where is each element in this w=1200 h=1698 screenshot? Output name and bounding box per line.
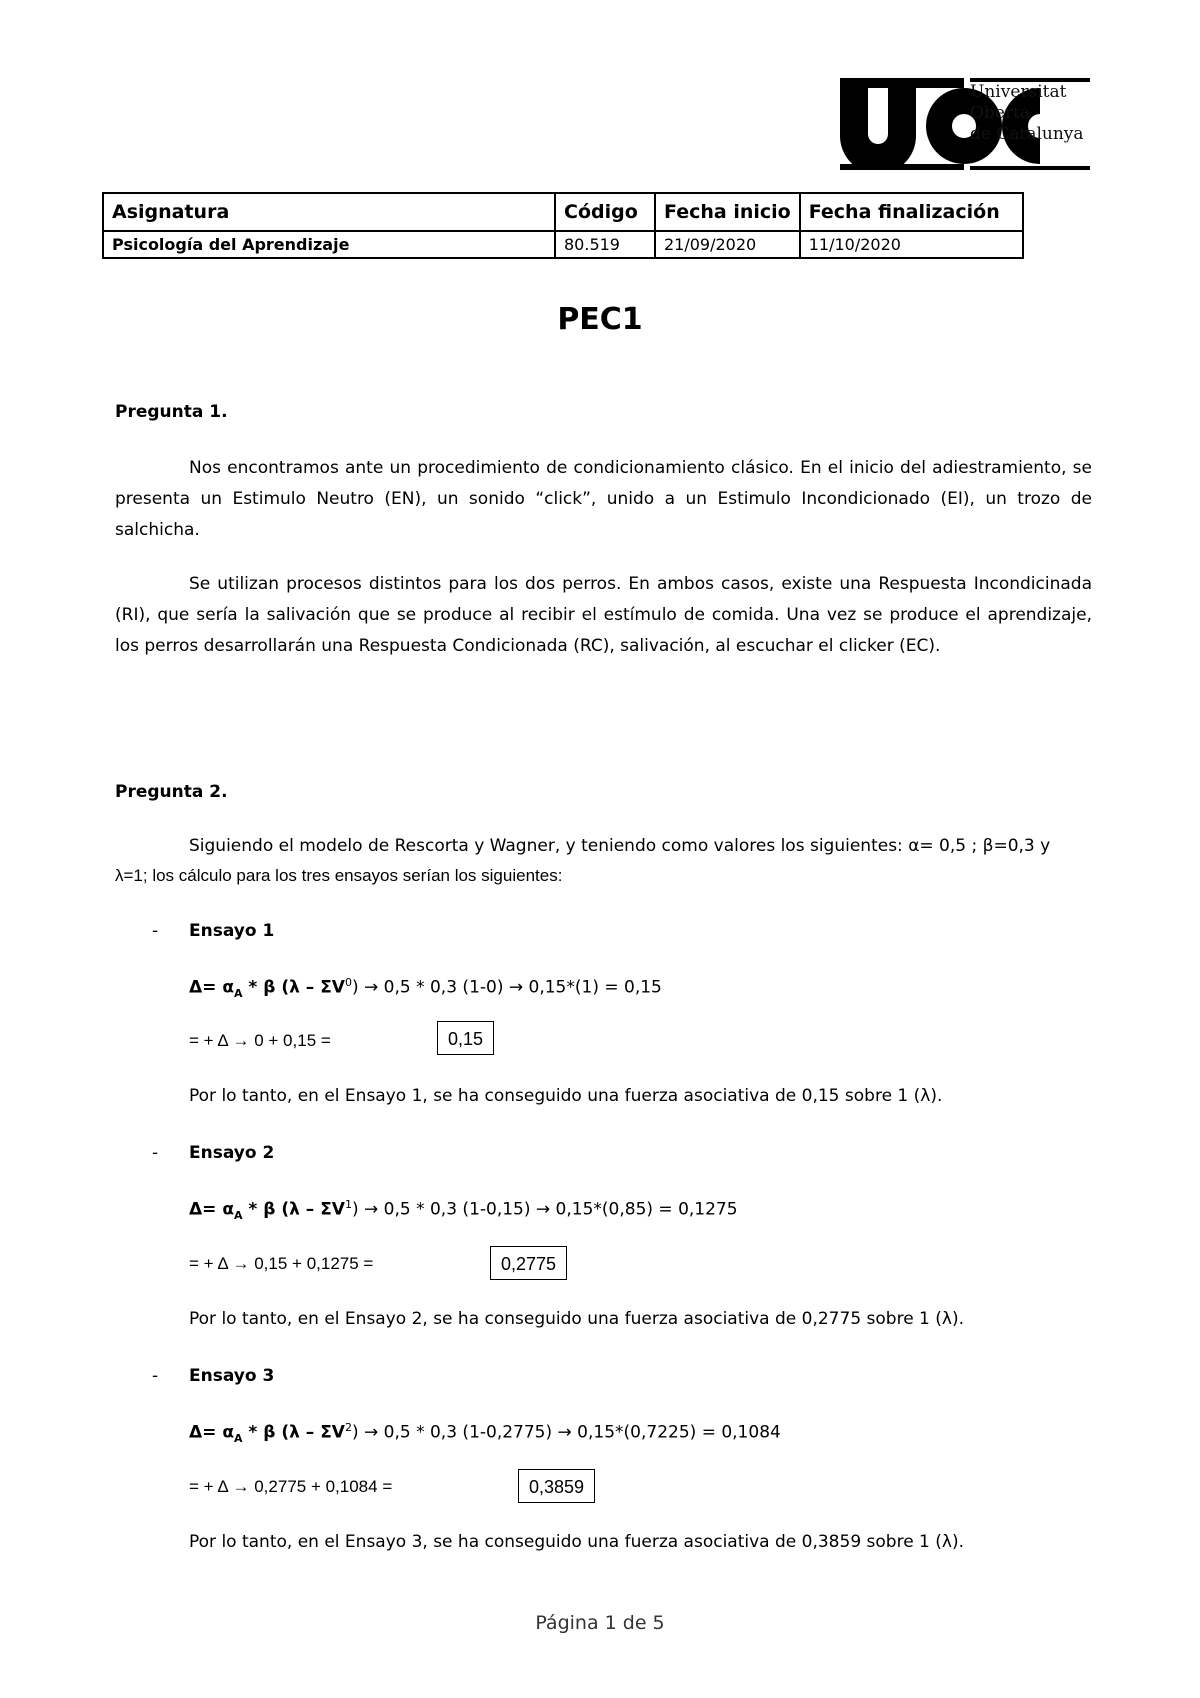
trial-1-formula: $\Delta= \alpha_A * \beta$ $(\lambda - \Sigma V^0) \to 0,5 * 0,3$ (1-0) → 0,15*(1) = 0,15	[189, 976, 662, 1001]
trial-3-formula: $\Delta= \alpha_A * \beta$ $(\lambda - \Sigma V^2) \to 0,5 * 0,3$ (1-0,2775) → 0,15*(0,7225) = 0,1084	[189, 1421, 781, 1446]
trial-1-sum: = + Δ → 0 + 0,15 =	[189, 1031, 331, 1050]
header-asignatura: Asignatura	[103, 193, 555, 231]
trial-2-conclusion: Por lo tanto, en el Ensayo 2, se ha conseguido una fuerza asociativa de 0,2775 sobre 1 (λ).	[189, 1309, 965, 1329]
course-info-table	[102, 192, 1024, 259]
table-row	[103, 231, 1023, 258]
question-1-body	[115, 453, 1092, 662]
trial-1-result-box: 0,15	[437, 1021, 494, 1055]
question-1-heading: Pregunta 1.	[115, 402, 228, 422]
logo-line-3: de Catalunya	[970, 124, 1084, 144]
trial-2-formula: $\Delta= \alpha_A * \beta$ $(\lambda - \Sigma V^1) \to 0,5 * 0,3$ (1-0,15) → 0,15*(0,85) = 0,1275	[189, 1198, 738, 1223]
trial-3-result-box: 0,3859	[518, 1469, 595, 1503]
list-bullet: -	[152, 921, 159, 941]
trial-1-label: Ensayo 1	[189, 921, 275, 941]
logo-line-1: Universitat	[970, 82, 1067, 102]
question-2-intro-line-1: Siguiendo el modelo de Rescorta y Wagner, y teniendo como valores los siguientes: α= 0,5 ; β=0,3 y	[189, 836, 1051, 856]
question-1-paragraph-1: Nos encontramos ante un procedimiento de condicionamiento clásico. En el inicio del adiestramiento, se presenta un Estimulo Neutro (EN), un sonido “click”, unido a un Estimulo Incondicionado (EI), un trozo de salchicha.	[115, 458, 1092, 540]
header-fecha-finalizacion: Fecha finalización	[800, 193, 1023, 231]
trial-2-sum: = + Δ → 0,15 + 0,1275 =	[189, 1254, 374, 1273]
trial-3-label: Ensayo 3	[189, 1366, 275, 1386]
trial-2-result-box: 0,2775	[490, 1246, 567, 1280]
uoc-logo-text	[970, 82, 1084, 145]
cell-codigo: 80.519	[555, 231, 655, 258]
cell-fecha-inicio: 21/09/2020	[655, 231, 800, 258]
header-codigo: Código	[555, 193, 655, 231]
page-title: PEC1	[557, 302, 643, 337]
list-bullet: -	[152, 1143, 159, 1163]
trial-3-conclusion: Por lo tanto, en el Ensayo 3, se ha conseguido una fuerza asociativa de 0,3859 sobre 1 (λ).	[189, 1532, 965, 1552]
question-2-heading: Pregunta 2.	[115, 782, 228, 802]
question-2-intro-line-2: λ=1; los cálculo para los tres ensayos serían los siguientes:	[115, 866, 563, 885]
trial-3-sum: = + Δ → 0,2775 + 0,1084 =	[189, 1477, 393, 1496]
table-header-row	[103, 193, 1023, 231]
logo-line-2: Oberta	[970, 103, 1030, 123]
cell-asignatura: Psicología del Aprendizaje	[103, 231, 555, 258]
page-number-footer: Página 1 de 5	[535, 1612, 665, 1634]
trial-2-label: Ensayo 2	[189, 1143, 275, 1163]
question-1-paragraph-2: Se utilizan procesos distintos para los dos perros. En ambos casos, existe una Respuesta Incondicinada (RI), que sería la salivación que se produce al recibir el estímulo de comida. Una vez se produce el aprendizaje, los perros desarrollarán una Respuesta Condicionada (RC), salivación, al escuchar el clicker (EC).	[115, 574, 1092, 656]
trial-1-conclusion: Por lo tanto, en el Ensayo 1, se ha conseguido una fuerza asociativa de 0,15 sobre 1 (λ).	[189, 1086, 943, 1106]
list-bullet: -	[152, 1366, 159, 1386]
header-fecha-inicio: Fecha inicio	[655, 193, 800, 231]
cell-fecha-finalizacion: 11/10/2020	[800, 231, 1023, 258]
